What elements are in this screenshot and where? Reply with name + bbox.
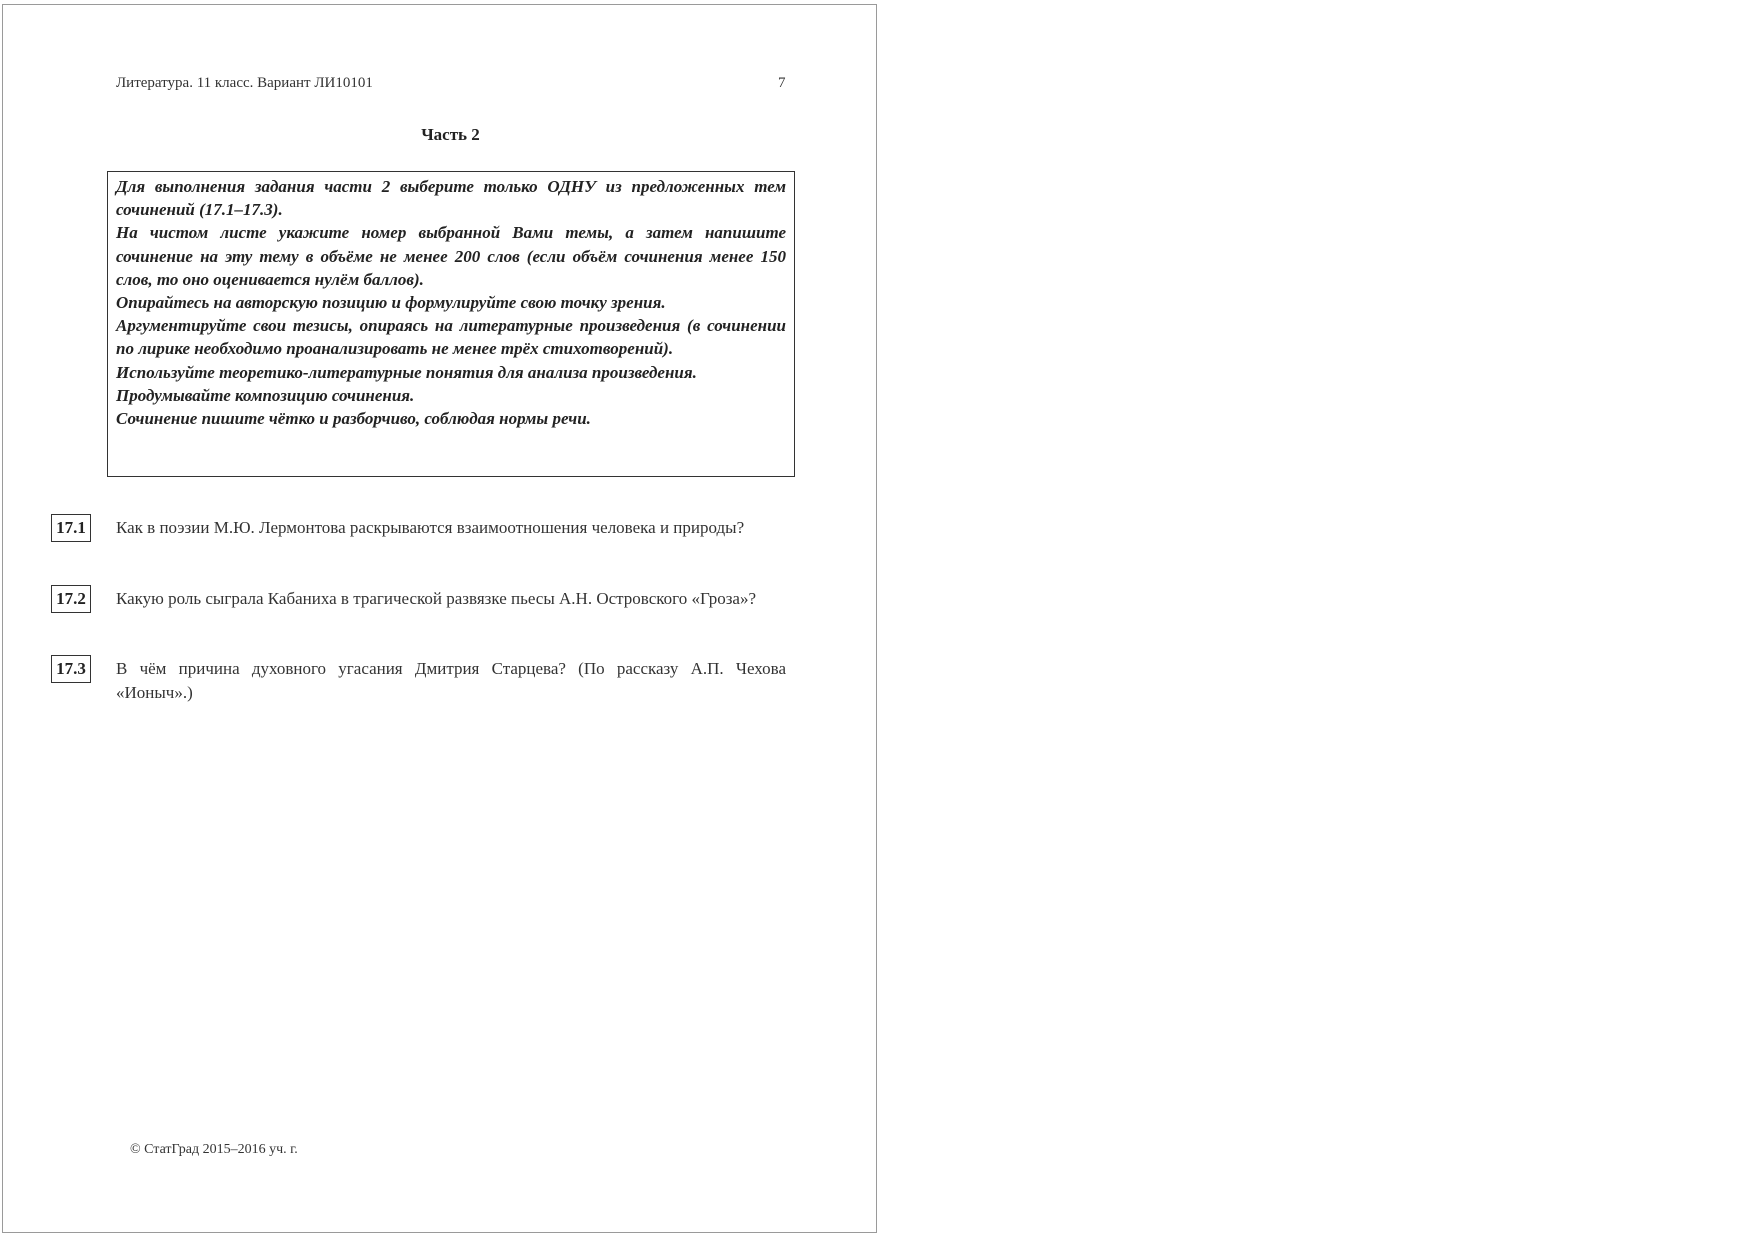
- task-text: Какую роль сыграла Кабаниха в трагической развязке пьесы А.Н. Островского «Гроза»?: [116, 589, 757, 608]
- task-number-box: 17.3: [51, 655, 91, 683]
- instruction-paragraph: Опирайтесь на авторскую позицию и формулируйте свою точку зрения.: [116, 293, 666, 313]
- instruction-paragraph: Для выполнения задания части 2 выберите только ОДНУ из предложенных тем сочинений (17.1–17.3).: [116, 177, 786, 220]
- task-number-box: 17.2: [51, 585, 91, 613]
- instruction-paragraph: Аргументируйте свои тезисы, опираясь на литературные произведения (в сочинении по лирике необходимо проанализировать не менее трёх стихотворений).: [116, 316, 786, 359]
- page-number: 7: [778, 75, 786, 91]
- instruction-paragraph: Используйте теоретико-литературные понятия для анализа произведения.: [116, 362, 697, 382]
- instruction-paragraph: Сочинение пишите чётко и разборчиво, соблюдая нормы речи.: [116, 409, 591, 429]
- part-title: Часть 2: [421, 125, 480, 144]
- task-number-box: 17.1: [51, 514, 91, 542]
- instruction-paragraph: Продумывайте композицию сочинения.: [116, 385, 415, 405]
- instructions-box: [107, 171, 795, 477]
- instruction-paragraph: На чистом листе укажите номер выбранной Вами темы, а затем напишите сочинение на эту тему в объёме не менее 200 слов (если объём сочинения менее 150 слов, то оно оценивается нулём баллов).: [116, 223, 786, 289]
- task-text: Как в поэзии М.Ю. Лермонтова раскрываются взаимоотношения человека и природы?: [116, 518, 745, 537]
- footer-copyright: © СтатГрад 2015–2016 уч. г.: [130, 1142, 298, 1157]
- document-page: [2, 4, 877, 1233]
- running-header: Литература. 11 класс. Вариант ЛИ10101: [116, 75, 373, 91]
- task-text: В чём причина духовного угасания Дмитрия Старцева? (По рассказу А.П. Чехова «Ионыч».): [116, 659, 786, 702]
